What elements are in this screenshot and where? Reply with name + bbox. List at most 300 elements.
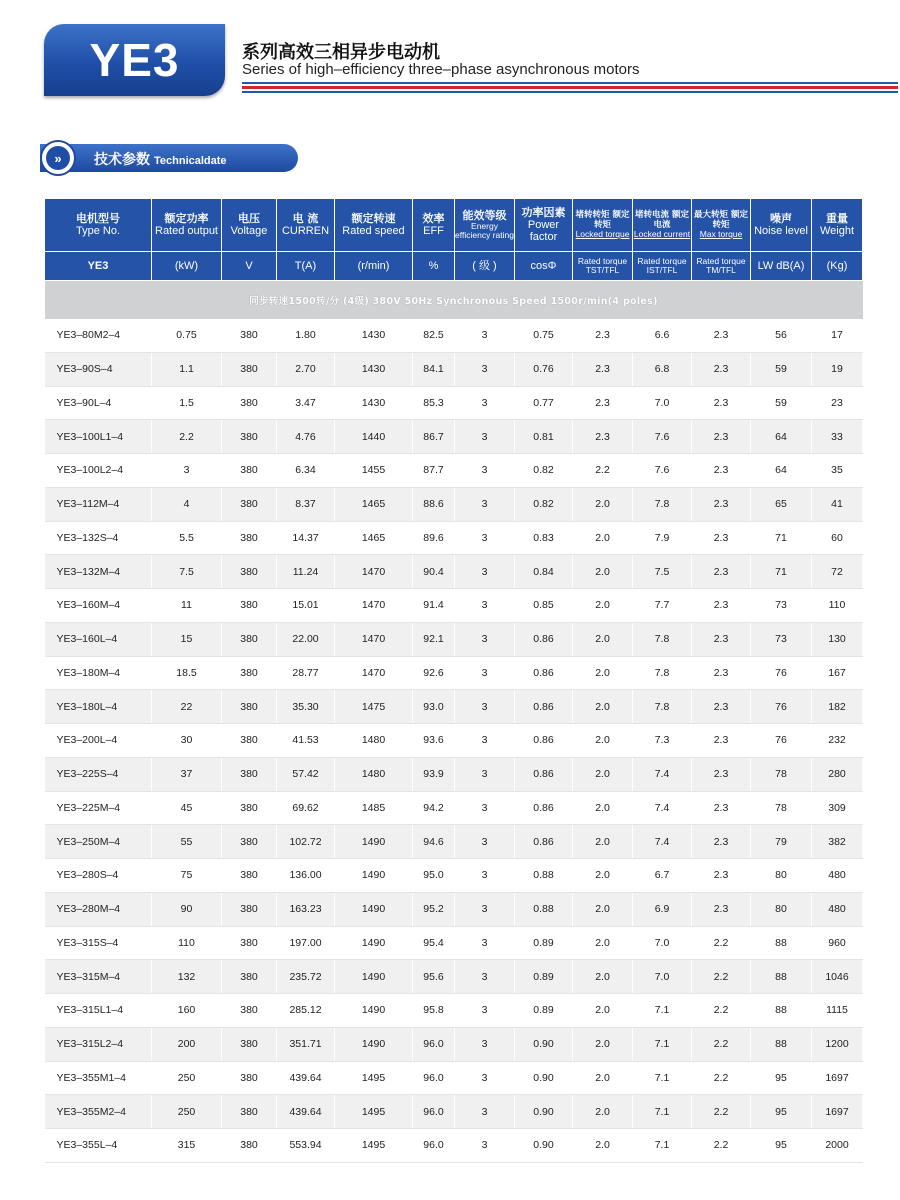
table-cell: 95 — [751, 1129, 812, 1163]
table-cell: 380 — [222, 656, 277, 690]
table-cell: 2.0 — [573, 960, 633, 994]
table-cell: 1495 — [335, 1061, 413, 1095]
table-cell: 380 — [222, 724, 277, 758]
table-cell: 88 — [751, 1027, 812, 1061]
col-speed: 额定转速 Rated speed — [335, 199, 413, 252]
table-cell: 0.88 — [515, 859, 573, 893]
table-cell: 1465 — [335, 521, 413, 555]
table-cell: 7.8 — [633, 487, 692, 521]
table-cell: 7.8 — [633, 622, 692, 656]
table-cell: 2.3 — [692, 757, 751, 791]
table-row — [45, 555, 863, 589]
table-cell: 7.4 — [633, 791, 692, 825]
table-cell: YE3–355M2–4 — [45, 1095, 152, 1129]
table-cell: 73 — [751, 589, 812, 623]
table-cell: 95.2 — [413, 892, 455, 926]
table-cell: 380 — [222, 960, 277, 994]
table-cell: 250 — [152, 1095, 222, 1129]
table-cell: 7.6 — [633, 454, 692, 488]
table-cell: 2.3 — [692, 724, 751, 758]
table-cell: 2.2 — [692, 1061, 751, 1095]
table-cell: YE3–180M–4 — [45, 656, 152, 690]
table-cell: 2.0 — [573, 622, 633, 656]
table-cell: YE3–225M–4 — [45, 791, 152, 825]
table-cell: 7.0 — [633, 926, 692, 960]
table-cell: 380 — [222, 589, 277, 623]
table-cell: 69.62 — [277, 791, 335, 825]
unit-energy-rating: ( 级 ) — [455, 252, 515, 281]
table-cell: 7.1 — [633, 1061, 692, 1095]
table-cell: 75 — [152, 859, 222, 893]
table-row — [45, 892, 863, 926]
table-cell: 2.2 — [692, 1129, 751, 1163]
table-cell: 1495 — [335, 1095, 413, 1129]
table-cell: 78 — [751, 791, 812, 825]
table-cell: 7.7 — [633, 589, 692, 623]
table-cell: 23 — [812, 386, 863, 420]
table-cell: 380 — [222, 521, 277, 555]
table-cell: 3 — [455, 454, 515, 488]
table-cell: 91.4 — [413, 589, 455, 623]
table-cell: YE3–112M–4 — [45, 487, 152, 521]
table-cell: 480 — [812, 892, 863, 926]
table-cell: 72 — [812, 555, 863, 589]
spec-table — [44, 198, 863, 1163]
table-cell: 59 — [751, 386, 812, 420]
table-cell: 167 — [812, 656, 863, 690]
table-cell: 2000 — [812, 1129, 863, 1163]
table-cell: 3 — [455, 352, 515, 386]
table-cell: 22.00 — [277, 622, 335, 656]
table-cell: 380 — [222, 825, 277, 859]
table-cell: 1430 — [335, 352, 413, 386]
table-row — [45, 487, 863, 521]
table-cell: 2.2 — [152, 420, 222, 454]
table-cell: 1470 — [335, 656, 413, 690]
table-cell: 3 — [152, 454, 222, 488]
table-cell: 1475 — [335, 690, 413, 724]
table-row — [45, 386, 863, 420]
double-chevron-right-icon: » — [46, 146, 70, 170]
table-cell: 380 — [222, 487, 277, 521]
table-cell: 0.90 — [515, 1027, 573, 1061]
table-cell: 17 — [812, 319, 863, 352]
table-cell: 553.94 — [277, 1129, 335, 1163]
table-cell: 2.0 — [573, 859, 633, 893]
table-cell: 2.0 — [573, 1061, 633, 1095]
table-cell: 1.1 — [152, 352, 222, 386]
table-cell: 96.0 — [413, 1095, 455, 1129]
table-cell: 380 — [222, 555, 277, 589]
table-cell: 22 — [152, 690, 222, 724]
table-cell: 1490 — [335, 892, 413, 926]
table-cell: 2.0 — [573, 724, 633, 758]
col-energy-rating: 能效等级 Energy efficiency rating — [455, 199, 515, 252]
table-cell: YE3–160L–4 — [45, 622, 152, 656]
table-cell: 0.77 — [515, 386, 573, 420]
table-cell: 2.0 — [573, 555, 633, 589]
table-cell: 7.8 — [633, 656, 692, 690]
table-cell: 380 — [222, 319, 277, 352]
table-cell: 19 — [812, 352, 863, 386]
table-cell: 380 — [222, 1129, 277, 1163]
table-cell: 0.90 — [515, 1129, 573, 1163]
table-cell: 2.3 — [692, 690, 751, 724]
table-cell: 382 — [812, 825, 863, 859]
table-header-row — [45, 199, 863, 252]
table-cell: 94.6 — [413, 825, 455, 859]
table-cell: 96.0 — [413, 1061, 455, 1095]
table-cell: 0.90 — [515, 1061, 573, 1095]
table-cell: 95.4 — [413, 926, 455, 960]
col-max-torque: 最大转矩 额定转矩 Max torque — [692, 199, 751, 252]
table-cell: 3 — [455, 690, 515, 724]
table-cell: YE3–100L2–4 — [45, 454, 152, 488]
table-cell: 2.0 — [573, 690, 633, 724]
table-cell: 1485 — [335, 791, 413, 825]
table-cell: 7.9 — [633, 521, 692, 555]
col-locked-current: 堵转电流 额定电流 Locked current — [633, 199, 692, 252]
table-cell: 96.0 — [413, 1129, 455, 1163]
table-cell: YE3–315M–4 — [45, 960, 152, 994]
table-row — [45, 690, 863, 724]
table-cell: 93.6 — [413, 724, 455, 758]
table-cell: 3 — [455, 724, 515, 758]
table-cell: 2.3 — [692, 454, 751, 488]
table-cell: 3 — [455, 926, 515, 960]
table-row — [45, 1027, 863, 1061]
table-cell: 0.86 — [515, 690, 573, 724]
table-cell: 94.2 — [413, 791, 455, 825]
table-cell: 280 — [812, 757, 863, 791]
table-cell: 110 — [152, 926, 222, 960]
table-cell: 0.86 — [515, 791, 573, 825]
header-stripe-red — [242, 86, 898, 89]
table-cell: 3 — [455, 825, 515, 859]
table-cell: YE3–250M–4 — [45, 825, 152, 859]
table-cell: 380 — [222, 791, 277, 825]
table-cell: 95.6 — [413, 960, 455, 994]
table-cell: YE3–280S–4 — [45, 859, 152, 893]
table-cell: 1.5 — [152, 386, 222, 420]
table-cell: 2.2 — [573, 454, 633, 488]
table-cell: YE3–315S–4 — [45, 926, 152, 960]
table-cell: 1470 — [335, 555, 413, 589]
table-cell: 380 — [222, 420, 277, 454]
unit-noise: LW dB(A) — [751, 252, 812, 281]
table-cell: 2.3 — [692, 622, 751, 656]
table-cell: 3 — [455, 791, 515, 825]
table-cell: 380 — [222, 622, 277, 656]
table-cell: 18.5 — [152, 656, 222, 690]
table-cell: 3 — [455, 589, 515, 623]
table-cell: 380 — [222, 757, 277, 791]
table-cell: YE3–355L–4 — [45, 1129, 152, 1163]
table-cell: 0.86 — [515, 656, 573, 690]
table-row — [45, 521, 863, 555]
section-label-en: Technicaldate — [154, 155, 227, 167]
table-cell: 7.4 — [633, 757, 692, 791]
table-cell: 2.3 — [573, 319, 633, 352]
table-cell: 95.8 — [413, 994, 455, 1028]
table-cell: 1430 — [335, 386, 413, 420]
table-cell: 2.3 — [692, 892, 751, 926]
table-row — [45, 926, 863, 960]
table-cell: 1480 — [335, 757, 413, 791]
table-cell: 1200 — [812, 1027, 863, 1061]
table-cell: 3 — [455, 892, 515, 926]
table-cell: 2.0 — [573, 656, 633, 690]
table-cell: 82.5 — [413, 319, 455, 352]
sync-speed-label: 同步转速1500转/分 (4级) 380V 50Hz Synchronous Speed 1500r/min(4 poles) — [45, 281, 863, 320]
table-cell: 2.3 — [692, 487, 751, 521]
table-row — [45, 656, 863, 690]
table-cell: 1697 — [812, 1095, 863, 1129]
table-cell: 0.75 — [515, 319, 573, 352]
table-cell: 6.6 — [633, 319, 692, 352]
table-cell: 90 — [152, 892, 222, 926]
table-cell: 3.47 — [277, 386, 335, 420]
table-cell: 2.3 — [692, 656, 751, 690]
table-cell: 197.00 — [277, 926, 335, 960]
table-cell: 380 — [222, 1095, 277, 1129]
table-cell: 3 — [455, 1027, 515, 1061]
table-cell: 7.1 — [633, 1129, 692, 1163]
table-cell: 2.0 — [573, 1129, 633, 1163]
table-cell: 380 — [222, 1061, 277, 1095]
unit-power-factor: cosΦ — [515, 252, 573, 281]
table-cell: 55 — [152, 825, 222, 859]
table-cell: 3 — [455, 521, 515, 555]
table-cell: 3 — [455, 487, 515, 521]
table-cell: 132 — [152, 960, 222, 994]
table-cell: 110 — [812, 589, 863, 623]
section-label-cn: 技术参数 — [94, 152, 150, 168]
col-weight: 重量 Weight — [812, 199, 863, 252]
table-cell: 1115 — [812, 994, 863, 1028]
table-cell: 71 — [751, 521, 812, 555]
table-cell: 7.4 — [633, 825, 692, 859]
table-cell: 30 — [152, 724, 222, 758]
table-cell: 163.23 — [277, 892, 335, 926]
table-cell: 76 — [751, 690, 812, 724]
table-row — [45, 454, 863, 488]
table-cell: 57.42 — [277, 757, 335, 791]
series-badge — [44, 24, 225, 96]
table-cell: 2.0 — [573, 994, 633, 1028]
table-cell: YE3–132S–4 — [45, 521, 152, 555]
table-cell: 0.82 — [515, 454, 573, 488]
table-cell: 95 — [751, 1061, 812, 1095]
table-cell: 380 — [222, 994, 277, 1028]
table-cell: 6.7 — [633, 859, 692, 893]
table-cell: 88.6 — [413, 487, 455, 521]
table-cell: 380 — [222, 386, 277, 420]
unit-voltage: V — [222, 252, 277, 281]
table-cell: YE3–355M1–4 — [45, 1061, 152, 1095]
table-cell: 2.0 — [573, 892, 633, 926]
table-cell: 1490 — [335, 926, 413, 960]
table-cell: YE3–80M2–4 — [45, 319, 152, 352]
table-cell: 0.84 — [515, 555, 573, 589]
table-cell: 2.3 — [692, 555, 751, 589]
table-cell: 439.64 — [277, 1095, 335, 1129]
col-voltage: 电压 Voltage — [222, 199, 277, 252]
table-cell: 2.0 — [573, 791, 633, 825]
unit-output: (kW) — [152, 252, 222, 281]
table-cell: 285.12 — [277, 994, 335, 1028]
table-cell: 7.5 — [152, 555, 222, 589]
table-cell: 2.2 — [692, 994, 751, 1028]
series-title-en: Series of high–efficiency three–phase asynchronous motors — [242, 61, 640, 78]
table-cell: 235.72 — [277, 960, 335, 994]
col-locked-torque: 堵转转矩 额定转矩 Locked torque — [573, 199, 633, 252]
table-cell: 480 — [812, 859, 863, 893]
table-cell: 2.0 — [573, 926, 633, 960]
table-cell: YE3–200L–4 — [45, 724, 152, 758]
table-cell: 380 — [222, 352, 277, 386]
table-cell: 232 — [812, 724, 863, 758]
table-cell: YE3–315L1–4 — [45, 994, 152, 1028]
table-cell: 3 — [455, 622, 515, 656]
table-cell: 102.72 — [277, 825, 335, 859]
unit-weight: (Kg) — [812, 252, 863, 281]
table-cell: 2.70 — [277, 352, 335, 386]
unit-current: T(A) — [277, 252, 335, 281]
table-cell: 7.5 — [633, 555, 692, 589]
table-cell: 3 — [455, 420, 515, 454]
table-cell: 80 — [751, 859, 812, 893]
table-cell: 6.8 — [633, 352, 692, 386]
table-row — [45, 1095, 863, 1129]
table-cell: 93.9 — [413, 757, 455, 791]
table-cell: 960 — [812, 926, 863, 960]
table-cell: 8.37 — [277, 487, 335, 521]
table-cell: 89.6 — [413, 521, 455, 555]
table-cell: 1480 — [335, 724, 413, 758]
col-noise: 噪声 Noise level — [751, 199, 812, 252]
table-cell: 2.0 — [573, 1027, 633, 1061]
table-cell: 2.3 — [692, 319, 751, 352]
table-cell: 35.30 — [277, 690, 335, 724]
table-row — [45, 1129, 863, 1163]
table-row — [45, 319, 863, 352]
table-cell: 41.53 — [277, 724, 335, 758]
table-cell: YE3–280M–4 — [45, 892, 152, 926]
table-cell: 2.3 — [573, 386, 633, 420]
table-cell: 76 — [751, 724, 812, 758]
table-row — [45, 420, 863, 454]
header-stripe-blue — [242, 82, 898, 84]
unit-locked-current: Rated torque IST/TFL — [633, 252, 692, 281]
table-cell: 76 — [751, 656, 812, 690]
header-stripe-blue-lower — [242, 91, 898, 93]
table-cell: 2.0 — [573, 1095, 633, 1129]
table-cell: 7.3 — [633, 724, 692, 758]
table-cell: 3 — [455, 994, 515, 1028]
table-cell: YE3–160M–4 — [45, 589, 152, 623]
table-cell: 41 — [812, 487, 863, 521]
table-cell: 15.01 — [277, 589, 335, 623]
table-cell: 2.2 — [692, 1095, 751, 1129]
table-cell: 1490 — [335, 825, 413, 859]
table-cell: 0.81 — [515, 420, 573, 454]
table-cell: 1046 — [812, 960, 863, 994]
table-cell: 0.76 — [515, 352, 573, 386]
table-cell: 0.89 — [515, 994, 573, 1028]
table-cell: 0.85 — [515, 589, 573, 623]
table-row — [45, 757, 863, 791]
unit-locked-torque: Rated torque TST/TFL — [573, 252, 633, 281]
table-cell: 95 — [751, 1095, 812, 1129]
table-cell: 182 — [812, 690, 863, 724]
col-type: 电机型号 Type No. — [45, 199, 152, 252]
table-cell: 85.3 — [413, 386, 455, 420]
table-cell: 0.86 — [515, 724, 573, 758]
table-cell: 88 — [751, 960, 812, 994]
table-cell: 64 — [751, 454, 812, 488]
table-cell: 2.2 — [692, 960, 751, 994]
table-cell: 1470 — [335, 589, 413, 623]
table-cell: 3 — [455, 960, 515, 994]
table-cell: 0.82 — [515, 487, 573, 521]
table-cell: 2.3 — [692, 521, 751, 555]
table-cell: 2.2 — [692, 1027, 751, 1061]
table-cell: 1490 — [335, 1027, 413, 1061]
table-cell: YE3–132M–4 — [45, 555, 152, 589]
table-cell: YE3–180L–4 — [45, 690, 152, 724]
table-cell: 0.86 — [515, 825, 573, 859]
table-cell: 0.75 — [152, 319, 222, 352]
table-row — [45, 960, 863, 994]
table-cell: 1.80 — [277, 319, 335, 352]
table-cell: 2.0 — [573, 521, 633, 555]
table-cell: 1455 — [335, 454, 413, 488]
table-cell: 1470 — [335, 622, 413, 656]
table-cell: 88 — [751, 994, 812, 1028]
table-row — [45, 352, 863, 386]
table-cell: 1490 — [335, 960, 413, 994]
table-cell: 71 — [751, 555, 812, 589]
table-cell: 0.83 — [515, 521, 573, 555]
table-cell: 3 — [455, 859, 515, 893]
table-cell: 2.3 — [573, 352, 633, 386]
table-cell: 2.3 — [692, 791, 751, 825]
table-cell: 0.90 — [515, 1095, 573, 1129]
table-cell: 1440 — [335, 420, 413, 454]
table-cell: 1495 — [335, 1129, 413, 1163]
table-cell: 28.77 — [277, 656, 335, 690]
table-cell: 11.24 — [277, 555, 335, 589]
table-cell: 3 — [455, 656, 515, 690]
table-row — [45, 859, 863, 893]
table-cell: 7.0 — [633, 960, 692, 994]
table-cell: 6.9 — [633, 892, 692, 926]
table-cell: 200 — [152, 1027, 222, 1061]
table-cell: 79 — [751, 825, 812, 859]
table-cell: 7.0 — [633, 386, 692, 420]
table-cell: 2.3 — [692, 420, 751, 454]
table-cell: 2.3 — [692, 589, 751, 623]
table-cell: 0.89 — [515, 960, 573, 994]
table-cell: 2.2 — [692, 926, 751, 960]
table-cell: 7.1 — [633, 994, 692, 1028]
table-cell: 380 — [222, 859, 277, 893]
table-cell: 439.64 — [277, 1061, 335, 1095]
table-row — [45, 622, 863, 656]
table-cell: 84.1 — [413, 352, 455, 386]
sync-speed-row — [45, 281, 863, 320]
